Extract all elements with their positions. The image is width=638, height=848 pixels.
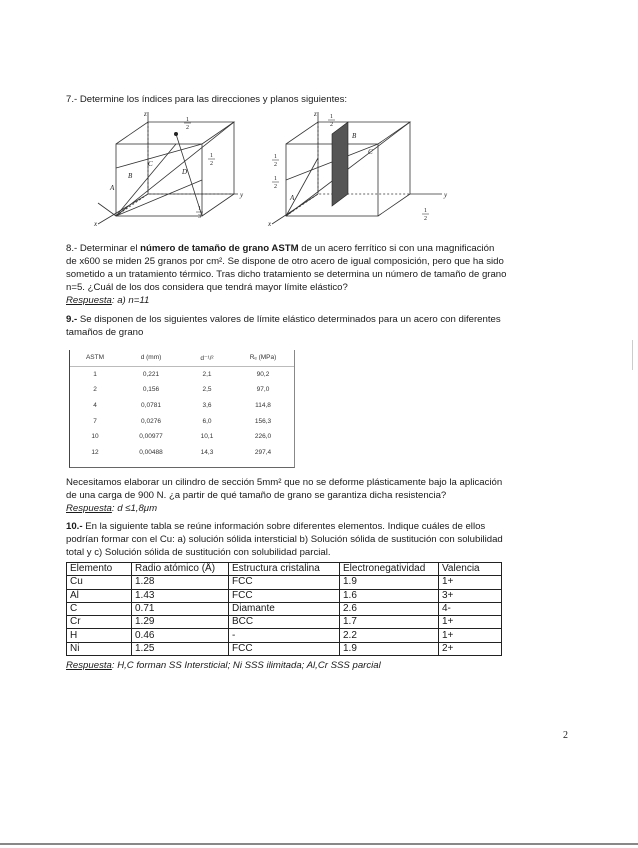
q8-answer [66, 294, 578, 307]
table-row: Cu 1.28 FCC 1.9 1+ [67, 576, 502, 589]
q9-line2: tamaños de grano [66, 327, 144, 338]
x-axis [98, 194, 148, 224]
q8-line1-a: Determinar el [79, 243, 141, 254]
q10-line3: total y c) Solución sólida de sustitución con solubilidad parcial. [66, 547, 331, 558]
q8-line4: n=5. ¿Cuál de los dos considera que tendrá mayor límite elástico? [66, 282, 348, 293]
q7-text: Determine los índices para las direcciones y planos siguientes: [79, 94, 348, 105]
q7-heading [66, 93, 347, 106]
q8-line3: sometido a un tratamiento térmico. Tras dicho tratamiento se determina un número de tamaño de grano [66, 269, 507, 280]
q8-line1-bold: número de tamaño de grano ASTM [140, 243, 299, 254]
table-row: 10 0,00977 10,1 226,0 [91, 433, 272, 441]
label-A: A [110, 184, 115, 192]
q10-answer [66, 659, 586, 672]
table-row: 4 0,0781 3,6 114,8 [93, 402, 271, 410]
x-label: x [268, 220, 272, 228]
q8-line2: de x600 se miden 25 granos por cm². Se dispone de otro acero de igual composición, pero que ha sido [66, 256, 504, 267]
scan-bottom-edge [0, 843, 638, 845]
q10-col-element: Elemento [67, 563, 132, 576]
frac-top-den: 2 [330, 122, 333, 128]
frac-top-den: 2 [186, 125, 189, 131]
q9-col-dinv: d⁻¹/² [200, 354, 214, 362]
point-marker [174, 132, 178, 136]
frac-left2-den: 2 [274, 184, 277, 190]
table-row: 12 0,00488 14,3 297,4 [91, 448, 272, 456]
q9-col-d: d (mm) [140, 354, 162, 362]
table-row: H 0.46 - 2.2 1+ [67, 629, 502, 642]
q10-block [66, 520, 582, 559]
table-row: 7 0,0276 6,0 156,3 [93, 417, 272, 425]
cube-right-edges [378, 122, 410, 216]
q7-figure-cube-planes [262, 108, 452, 228]
q9-line1-text: Se disponen de los siguientes valores de límite elástico determinados para un acero con diferentes [79, 314, 501, 325]
q10-col-radius: Radio atómico (Å) [132, 563, 229, 576]
q10-answer-label: Respuesta [66, 660, 112, 671]
direction-extra2 [98, 203, 116, 216]
q8-line1 [66, 242, 578, 255]
label-B: B [128, 172, 133, 180]
q8-line1-c: de un acero ferrítico si con una magnificación [298, 243, 495, 254]
direction-A [116, 122, 234, 216]
frac-right-den: 2 [210, 161, 213, 167]
scan-edge-mark [632, 340, 633, 370]
q7-figure-cube-directions [90, 108, 250, 228]
direction-B [116, 144, 176, 216]
q8-answer-value: : a) n=11 [111, 295, 150, 306]
q10-col-structure: Estructura cristalina [229, 563, 340, 576]
q9-col-re: Rₑ (MPa) [249, 354, 277, 362]
q10-line1 [66, 520, 582, 533]
frac-bot-num: 1 [198, 206, 201, 212]
label-B: B [352, 132, 357, 140]
q8-block [66, 242, 578, 307]
q9-answer-value: : d ≤1,8μm [111, 503, 158, 514]
direction-D [176, 134, 202, 216]
q9-after1: Necesitamos elaborar un cilindro de sección 5mm² que no se deforme plásticamente bajo la aplicación [66, 477, 503, 488]
q9-table-frame [69, 350, 295, 468]
frac-right-num: 1 [210, 153, 213, 159]
q9-answer-label: Respuesta [66, 503, 112, 514]
q9-line1 [66, 313, 578, 326]
table-row: Al 1.43 FCC 1.6 3+ [67, 589, 502, 602]
q10-answer-value: : H,C forman SS Intersticial; Ni SSS ilimitada; Al,Cr SSS parcial [111, 660, 381, 671]
q9-col-astm: ASTM [85, 354, 105, 362]
table-row: 2 0,156 2,5 97,0 [93, 386, 270, 394]
z-label: z [314, 110, 317, 118]
label-A: A [290, 194, 295, 202]
q8-number: 8.- [66, 243, 78, 254]
page-number: 2 [563, 730, 568, 741]
q10-col-electroneg: Electronegatividad [340, 563, 439, 576]
q9-block [66, 313, 578, 339]
label-D: D [182, 168, 188, 176]
table-row: Cr 1.29 BCC 1.7 1+ [67, 616, 502, 629]
q9-answer [66, 502, 578, 515]
q7-number: 7.- [66, 94, 78, 105]
frac-bot-den: 2 [424, 216, 427, 222]
table-row: C 0.71 Diamante 2.6 4- [67, 602, 502, 615]
q8-answer-label: Respuesta [66, 295, 112, 306]
q10-line2: podrían formar con el Cu: a) solución sólida intersticial b) Solución sólida de sustitución con solubilidad [66, 534, 503, 545]
q10-table-header [67, 563, 502, 576]
frac-top-num: 1 [186, 117, 189, 123]
q9-after2: de una carga de 900 N. ¿a partir de qué tamaño de grano se garantiza dicha resistencia? [66, 490, 447, 501]
cube-right-edges [202, 122, 234, 216]
z-label: z [144, 110, 147, 118]
frac-top-num: 1 [330, 114, 333, 120]
table-row: 1 0,221 2,1 90,2 [93, 370, 270, 378]
frac-left2-num: 1 [274, 176, 277, 182]
q10-table [66, 562, 502, 656]
label-C: C [148, 160, 153, 168]
y-label: y [240, 191, 244, 199]
direction-extra [116, 180, 202, 216]
q9-number: 9.- [66, 314, 78, 325]
q10-number: 10.- [66, 521, 83, 532]
table-row: Ni 1.25 FCC 1.9 2+ [67, 642, 502, 655]
q10-col-valence: Valencia [439, 563, 502, 576]
q9-after-block [66, 476, 578, 515]
q10-line1-text: En la siguiente tabla se reúne información sobre diferentes elementos. Indique cuáles de ellos [85, 521, 486, 532]
label-C: C [368, 148, 373, 156]
plane-A-line2 [286, 158, 318, 216]
q9-table [70, 350, 294, 460]
frac-left-den: 2 [274, 162, 277, 168]
x-label: x [94, 220, 98, 228]
q9-table-header [70, 350, 294, 366]
frac-left-num: 1 [274, 154, 277, 160]
plane-B-shaded [332, 122, 348, 206]
frac-bot-den: 3 [198, 214, 201, 220]
frac-bot-num: 1 [424, 208, 427, 214]
y-label: y [444, 191, 448, 199]
